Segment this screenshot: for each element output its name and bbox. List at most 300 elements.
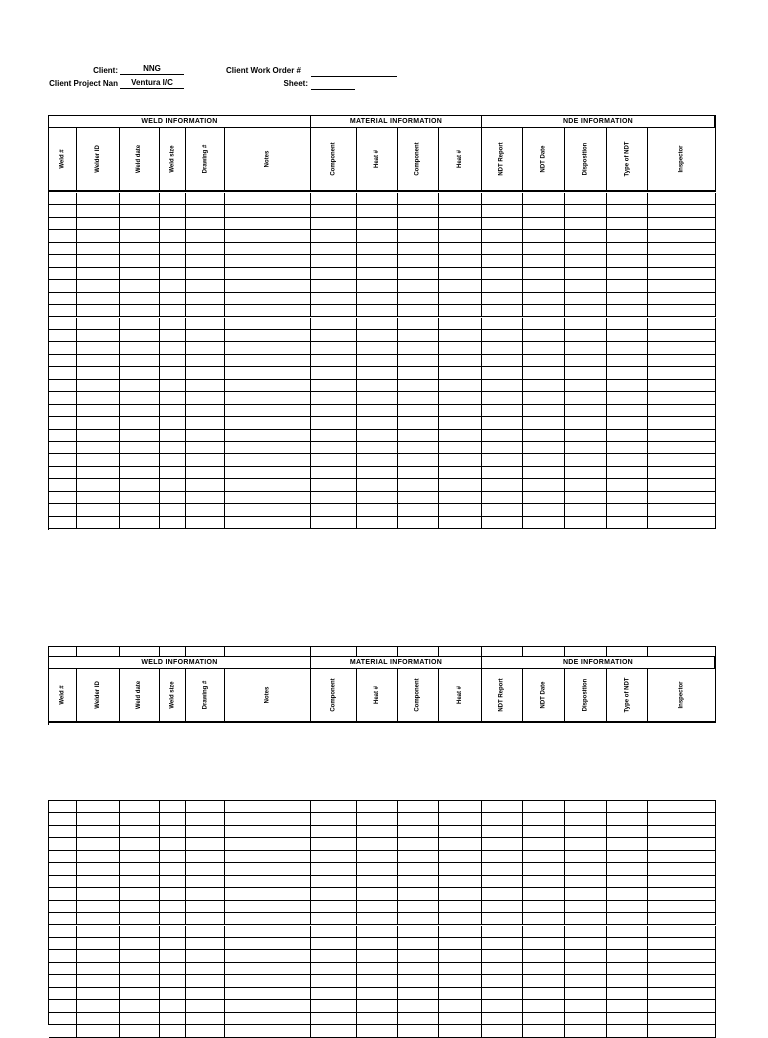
table-cell[interactable] [398,938,439,950]
table-cell[interactable] [311,367,357,379]
table-cell[interactable] [120,926,160,938]
table-cell[interactable] [49,913,77,925]
table-cell[interactable] [565,950,607,962]
table-cell[interactable] [607,1013,648,1025]
table-cell[interactable] [439,442,482,454]
table-cell[interactable] [49,926,77,938]
table-cell[interactable] [160,305,186,317]
table-cell[interactable] [160,392,186,404]
table-cell[interactable] [120,647,160,657]
table-cell[interactable] [565,1025,607,1037]
table-cell[interactable] [357,218,398,230]
table-cell[interactable] [357,243,398,255]
table-cell[interactable] [357,430,398,442]
table-cell[interactable] [357,205,398,217]
table-cell[interactable] [160,417,186,429]
table-cell[interactable] [357,193,398,205]
table-cell[interactable] [49,380,77,392]
table-cell[interactable] [648,367,716,379]
table-cell[interactable] [565,255,607,267]
table-cell[interactable] [607,963,648,975]
table-cell[interactable] [120,1000,160,1012]
table-cell[interactable] [311,838,357,850]
table-cell[interactable] [77,305,120,317]
table-cell[interactable] [49,268,77,280]
table-cell[interactable] [565,1013,607,1025]
table-cell[interactable] [49,467,77,479]
table-cell[interactable] [311,342,357,354]
table-cell[interactable] [565,268,607,280]
table-cell[interactable] [565,380,607,392]
table-cell[interactable] [523,392,565,404]
table-cell[interactable] [523,504,565,516]
table-cell[interactable] [482,417,523,429]
table-cell[interactable] [523,988,565,1000]
table-cell[interactable] [648,380,716,392]
table-cell[interactable] [77,405,120,417]
table-cell[interactable] [77,888,120,900]
table-cell[interactable] [311,380,357,392]
table-cell[interactable] [225,988,311,1000]
table-cell[interactable] [49,230,77,242]
table-cell[interactable] [357,268,398,280]
table-cell[interactable] [225,888,311,900]
table-cell[interactable] [49,975,77,987]
client-field[interactable]: NNG [120,64,184,75]
table-cell[interactable] [439,901,482,913]
table-cell[interactable] [398,876,439,888]
table-cell[interactable] [565,330,607,342]
table-cell[interactable] [565,193,607,205]
table-cell[interactable] [77,1025,120,1037]
table-cell[interactable] [49,517,77,529]
table-cell[interactable] [160,454,186,466]
table-cell[interactable] [311,1025,357,1037]
table-cell[interactable] [120,938,160,950]
table-cell[interactable] [311,963,357,975]
table-cell[interactable] [398,479,439,491]
table-cell[interactable] [311,280,357,292]
table-cell[interactable] [439,230,482,242]
table-cell[interactable] [49,950,77,962]
table-cell[interactable] [439,863,482,875]
table-cell[interactable] [607,888,648,900]
table-cell[interactable] [482,454,523,466]
table-cell[interactable] [357,405,398,417]
table-cell[interactable] [648,454,716,466]
table-cell[interactable] [648,268,716,280]
table-cell[interactable] [523,255,565,267]
table-cell[interactable] [120,280,160,292]
table-cell[interactable] [398,430,439,442]
table-cell[interactable] [311,268,357,280]
table-cell[interactable] [49,442,77,454]
table-cell[interactable] [482,492,523,504]
table-cell[interactable] [225,205,311,217]
table-cell[interactable] [648,938,716,950]
table-cell[interactable] [398,392,439,404]
table-cell[interactable] [311,467,357,479]
table-cell[interactable] [160,330,186,342]
table-cell[interactable] [160,205,186,217]
table-cell[interactable] [49,243,77,255]
table-cell[interactable] [482,367,523,379]
table-cell[interactable] [225,293,311,305]
table-cell[interactable] [648,876,716,888]
table-cell[interactable] [607,355,648,367]
table-cell[interactable] [648,293,716,305]
table-cell[interactable] [648,988,716,1000]
table-cell[interactable] [565,230,607,242]
table-cell[interactable] [565,801,607,813]
table-cell[interactable] [225,342,311,354]
table-cell[interactable] [607,1000,648,1012]
table-cell[interactable] [482,380,523,392]
table-cell[interactable] [482,826,523,838]
table-cell[interactable] [49,218,77,230]
table-cell[interactable] [186,492,225,504]
table-cell[interactable] [357,647,398,657]
table-cell[interactable] [357,1000,398,1012]
table-cell[interactable] [120,230,160,242]
table-cell[interactable] [225,838,311,850]
table-cell[interactable] [186,380,225,392]
table-cell[interactable] [357,876,398,888]
table-cell[interactable] [186,1025,225,1037]
table-cell[interactable] [357,517,398,529]
table-cell[interactable] [120,392,160,404]
table-cell[interactable] [398,342,439,354]
table-cell[interactable] [311,442,357,454]
table-cell[interactable] [398,417,439,429]
table-cell[interactable] [49,330,77,342]
table-cell[interactable] [439,504,482,516]
table-cell[interactable] [225,1013,311,1025]
table-cell[interactable] [186,193,225,205]
table-cell[interactable] [160,851,186,863]
table-cell[interactable] [648,417,716,429]
table-cell[interactable] [311,851,357,863]
table-cell[interactable] [311,938,357,950]
table-cell[interactable] [607,926,648,938]
table-cell[interactable] [311,293,357,305]
table-cell[interactable] [439,1025,482,1037]
table-cell[interactable] [225,318,311,330]
table-cell[interactable] [160,1025,186,1037]
table-cell[interactable] [225,430,311,442]
table-cell[interactable] [49,863,77,875]
table-cell[interactable] [482,243,523,255]
table-cell[interactable] [523,901,565,913]
table-cell[interactable] [439,517,482,529]
table-cell[interactable] [607,838,648,850]
table-cell[interactable] [482,950,523,962]
table-cell[interactable] [77,1000,120,1012]
table-cell[interactable] [120,901,160,913]
table-cell[interactable] [398,305,439,317]
table-cell[interactable] [648,342,716,354]
table-cell[interactable] [648,355,716,367]
table-cell[interactable] [607,255,648,267]
table-cell[interactable] [523,355,565,367]
table-cell[interactable] [357,838,398,850]
table-cell[interactable] [439,205,482,217]
table-cell[interactable] [77,926,120,938]
table-cell[interactable] [482,876,523,888]
table-cell[interactable] [357,901,398,913]
table-cell[interactable] [565,430,607,442]
table-cell[interactable] [398,205,439,217]
table-cell[interactable] [357,293,398,305]
table-cell[interactable] [523,293,565,305]
table-cell[interactable] [77,380,120,392]
table-cell[interactable] [398,926,439,938]
table-cell[interactable] [357,342,398,354]
table-cell[interactable] [49,504,77,516]
table-cell[interactable] [439,1000,482,1012]
table-cell[interactable] [607,430,648,442]
table-cell[interactable] [120,342,160,354]
table-cell[interactable] [565,876,607,888]
table-cell[interactable] [160,801,186,813]
table-cell[interactable] [523,405,565,417]
table-cell[interactable] [160,963,186,975]
table-cell[interactable] [523,442,565,454]
table-cell[interactable] [311,517,357,529]
table-cell[interactable] [523,863,565,875]
table-cell[interactable] [49,405,77,417]
table-cell[interactable] [523,230,565,242]
table-cell[interactable] [357,355,398,367]
table-cell[interactable] [77,988,120,1000]
table-cell[interactable] [398,367,439,379]
table-cell[interactable] [357,492,398,504]
table-cell[interactable] [607,442,648,454]
table-cell[interactable] [398,293,439,305]
table-cell[interactable] [186,926,225,938]
table-cell[interactable] [120,950,160,962]
table-cell[interactable] [357,380,398,392]
table-cell[interactable] [648,813,716,825]
table-cell[interactable] [49,1025,77,1037]
table-cell[interactable] [398,838,439,850]
table-cell[interactable] [311,888,357,900]
table-cell[interactable] [357,392,398,404]
table-cell[interactable] [523,975,565,987]
table-cell[interactable] [439,318,482,330]
table-cell[interactable] [186,280,225,292]
table-cell[interactable] [439,454,482,466]
table-cell[interactable] [186,454,225,466]
table-cell[interactable] [482,442,523,454]
table-cell[interactable] [398,380,439,392]
table-cell[interactable] [225,268,311,280]
table-cell[interactable] [439,926,482,938]
table-cell[interactable] [523,801,565,813]
table-cell[interactable] [523,380,565,392]
table-cell[interactable] [607,417,648,429]
table-cell[interactable] [77,255,120,267]
table-cell[interactable] [398,268,439,280]
table-cell[interactable] [565,517,607,529]
table-cell[interactable] [160,950,186,962]
table-cell[interactable] [120,838,160,850]
table-cell[interactable] [648,230,716,242]
table-cell[interactable] [120,975,160,987]
table-cell[interactable] [648,218,716,230]
table-cell[interactable] [160,517,186,529]
table-cell[interactable] [523,305,565,317]
table-cell[interactable] [120,851,160,863]
table-cell[interactable] [225,243,311,255]
table-cell[interactable] [607,876,648,888]
table-cell[interactable] [49,367,77,379]
table-cell[interactable] [523,876,565,888]
table-cell[interactable] [607,647,648,657]
table-cell[interactable] [160,826,186,838]
table-cell[interactable] [648,1013,716,1025]
table-cell[interactable] [77,430,120,442]
table-cell[interactable] [565,293,607,305]
table-cell[interactable] [607,1025,648,1037]
table-cell[interactable] [398,280,439,292]
table-cell[interactable] [120,467,160,479]
table-cell[interactable] [398,517,439,529]
table-cell[interactable] [523,888,565,900]
table-cell[interactable] [607,405,648,417]
table-cell[interactable] [357,280,398,292]
table-cell[interactable] [77,504,120,516]
table-cell[interactable] [398,492,439,504]
table-cell[interactable] [49,305,77,317]
table-cell[interactable] [49,963,77,975]
table-cell[interactable] [439,950,482,962]
table-cell[interactable] [482,963,523,975]
table-cell[interactable] [49,355,77,367]
table-cell[interactable] [357,442,398,454]
table-cell[interactable] [49,205,77,217]
table-cell[interactable] [311,230,357,242]
table-cell[interactable] [439,255,482,267]
table-cell[interactable] [482,355,523,367]
table-cell[interactable] [311,801,357,813]
table-cell[interactable] [565,926,607,938]
table-cell[interactable] [186,230,225,242]
table-cell[interactable] [523,268,565,280]
table-cell[interactable] [565,975,607,987]
table-cell[interactable] [186,950,225,962]
table-cell[interactable] [482,988,523,1000]
table-cell[interactable] [77,243,120,255]
table-cell[interactable] [186,255,225,267]
table-cell[interactable] [49,901,77,913]
table-cell[interactable] [357,813,398,825]
table-cell[interactable] [482,293,523,305]
table-cell[interactable] [77,647,120,657]
table-cell[interactable] [311,330,357,342]
table-cell[interactable] [398,243,439,255]
table-cell[interactable] [523,330,565,342]
table-cell[interactable] [225,504,311,516]
table-cell[interactable] [439,888,482,900]
table-cell[interactable] [357,851,398,863]
table-cell[interactable] [439,392,482,404]
table-cell[interactable] [398,826,439,838]
table-cell[interactable] [120,318,160,330]
table-cell[interactable] [311,926,357,938]
table-cell[interactable] [160,342,186,354]
table-cell[interactable] [648,504,716,516]
table-cell[interactable] [607,230,648,242]
table-cell[interactable] [398,504,439,516]
table-cell[interactable] [186,218,225,230]
table-cell[interactable] [565,1000,607,1012]
table-cell[interactable] [439,479,482,491]
table-cell[interactable] [523,342,565,354]
table-cell[interactable] [311,826,357,838]
table-cell[interactable] [565,813,607,825]
table-cell[interactable] [482,268,523,280]
table-cell[interactable] [565,305,607,317]
table-cell[interactable] [49,826,77,838]
table-cell[interactable] [607,479,648,491]
table-cell[interactable] [357,367,398,379]
table-cell[interactable] [357,988,398,1000]
table-cell[interactable] [523,1000,565,1012]
table-cell[interactable] [160,863,186,875]
table-cell[interactable] [565,838,607,850]
table-cell[interactable] [482,342,523,354]
table-cell[interactable] [439,218,482,230]
table-cell[interactable] [565,392,607,404]
table-cell[interactable] [49,988,77,1000]
table-cell[interactable] [565,963,607,975]
table-cell[interactable] [186,430,225,442]
table-cell[interactable] [648,517,716,529]
table-cell[interactable] [439,838,482,850]
table-cell[interactable] [311,430,357,442]
table-cell[interactable] [311,913,357,925]
table-cell[interactable] [49,938,77,950]
client-project-field[interactable]: Ventura I/C [120,78,184,89]
table-cell[interactable] [186,963,225,975]
table-cell[interactable] [120,826,160,838]
table-cell[interactable] [160,430,186,442]
table-cell[interactable] [186,975,225,987]
table-cell[interactable] [120,367,160,379]
table-cell[interactable] [77,813,120,825]
table-cell[interactable] [482,1025,523,1037]
table-cell[interactable] [160,293,186,305]
table-cell[interactable] [77,330,120,342]
table-cell[interactable] [607,392,648,404]
table-cell[interactable] [607,913,648,925]
table-cell[interactable] [482,938,523,950]
table-cell[interactable] [357,318,398,330]
table-cell[interactable] [648,405,716,417]
table-cell[interactable] [186,467,225,479]
table-cell[interactable] [607,367,648,379]
table-cell[interactable] [160,268,186,280]
table-cell[interactable] [49,255,77,267]
table-cell[interactable] [77,293,120,305]
table-cell[interactable] [49,1000,77,1012]
table-cell[interactable] [607,988,648,1000]
table-cell[interactable] [49,417,77,429]
table-cell[interactable] [357,975,398,987]
table-cell[interactable] [357,1025,398,1037]
table-cell[interactable] [311,243,357,255]
